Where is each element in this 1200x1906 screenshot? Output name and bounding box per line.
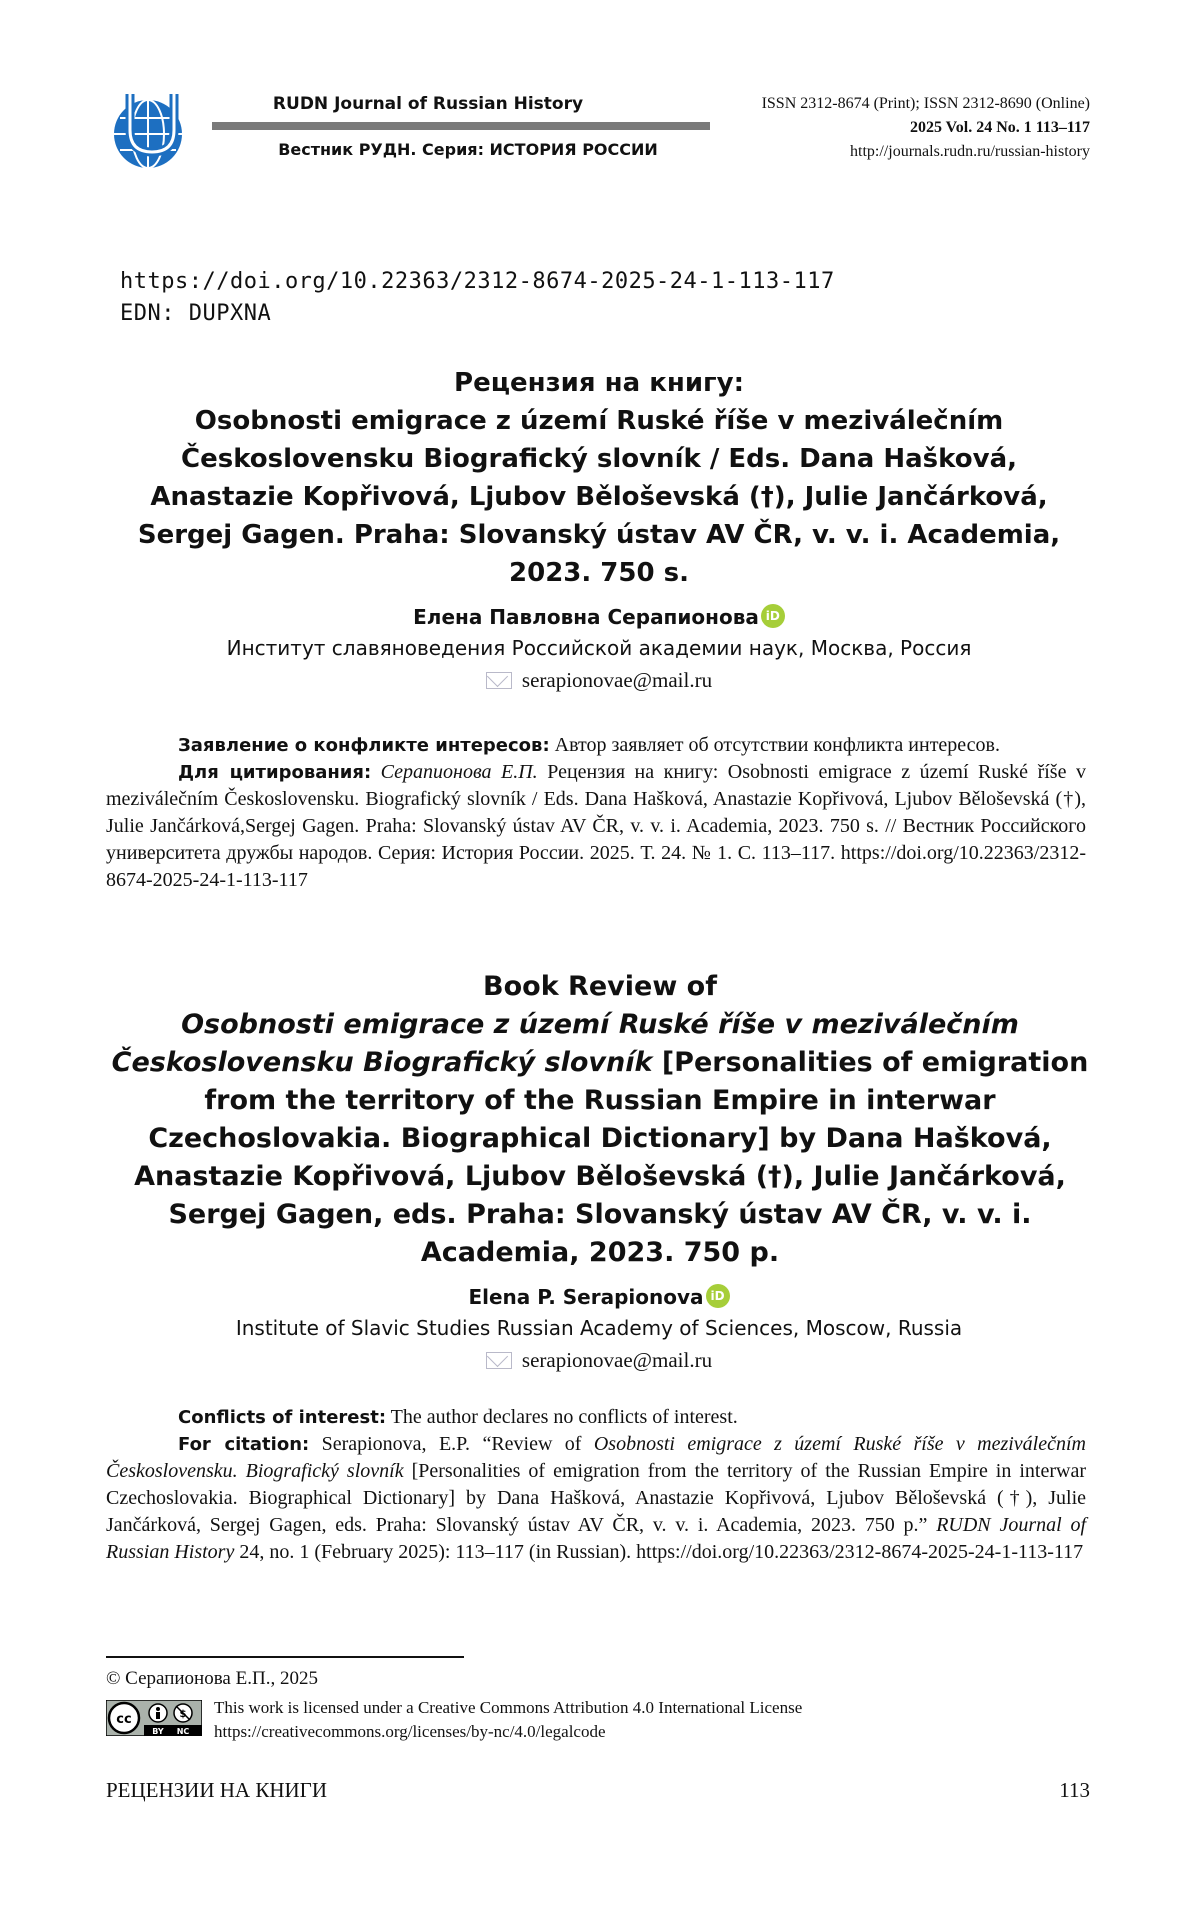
conflict-statement-ru <box>106 732 1086 759</box>
conflict-statement-en <box>106 1404 1086 1431</box>
conflict-text: Автор заявляет об отсутствии конфликта интересов. <box>550 734 1000 756</box>
author-en <box>120 1284 1078 1309</box>
cc-by-label: BY <box>152 1727 164 1736</box>
citation-journal: RUDN Journal of Russian History <box>106 1514 1086 1563</box>
envelope-icon <box>486 672 512 689</box>
journal-name-ru: Вестник РУДН. Серия: ИСТОРИЯ РОССИИ <box>248 140 688 159</box>
title-ru-line: 2023. 750 s. <box>120 554 1078 592</box>
issue-info: 2025 Vol. 24 No. 1 113–117 <box>762 116 1090 140</box>
author-ru <box>120 604 1078 629</box>
doi-link[interactable]: https://doi.org/10.22363/2312-8674-2025-24-1-113-117 <box>120 266 835 298</box>
citation-ru <box>106 759 1086 894</box>
footnote-rule <box>106 1656 464 1658</box>
citation-italic: Osobnosti emigrace z území Ruské říše v meziválečním Československu. Biografický slovník <box>106 1433 1086 1482</box>
title-en-rest: [Personalities of emigration from the territory of the Russian Empire in interwar Czechoslovakia. Biographical Dictionary] by Dana Hašková, Anastazie Kopřivová, Ljubov Běloševská (†), Julie Jančárková, Sergej Gagen, eds. Praha: Slovanský ústav AV ČR, v. v. i. Academia, 2023. 750 p. <box>134 1047 1088 1268</box>
title-ru-line: Osobnosti emigrace z území Ruské říše v meziválečním <box>120 402 1078 440</box>
email-link[interactable]: serapionovae@mail.ru <box>522 1348 712 1372</box>
email-ru <box>120 668 1078 693</box>
ru-meta-block <box>106 732 1086 894</box>
license-line: This work is licensed under a Creative Commons Attribution 4.0 International License <box>214 1696 802 1720</box>
license-text <box>214 1696 802 1744</box>
affiliation-ru: Институт славяноведения Российской академии наук, Москва, Россия <box>120 636 1078 660</box>
title-en-italic: Osobnosti emigrace z území Ruské říše v meziválečním Československu Biografický slovník <box>112 1009 1019 1078</box>
citation-text: [Personalities of emigration from the territory of the Russian Empire in interwar Czechoslovakia. Biographical Dictionary] by Dana Hašková, Anastazie Kopřivová, Ljubov Běloševská (†), Julie Jančárková, Sergej Gagen, eds. Praha: Slovanský ústav AV ČR, v. v. i. Academia, 2023. 750 p.” <box>106 1460 1086 1536</box>
citation-text: Рецензия на книгу: Osobnosti emigrace z území Ruské říše v meziválečním Československu. Biografický slovník / Eds. Dana Hašková, Anastazie Kopřivová, Ljubov Běloševská (†), Julie Jančárková,Sergej Gagen. Praha: Slovanský ústav AV ČR, v. v. i. Academia, 2023. 750 s. // Вестник Российского университета дружбы народов. Серия: История России. 2025. Т. 24. № 1. С. 113–117. https://doi.org/10.22363/2312-8674-2025-24-1-113-117 <box>106 761 1086 891</box>
journal-meta <box>762 92 1090 164</box>
page-number: 113 <box>1059 1778 1090 1803</box>
rudn-globe-logo <box>108 88 196 172</box>
author-name-en: Elena P. Serapionova <box>468 1285 703 1309</box>
title-en-body <box>100 1006 1100 1272</box>
citation-en <box>106 1431 1086 1566</box>
citation-text: 24, no. 1 (February 2025): 113–117 (in Russian). https://doi.org/10.22363/2312-8674-2025-24-1-113-117 <box>234 1541 1083 1563</box>
orcid-icon[interactable]: iD <box>761 604 785 628</box>
affiliation-en: Institute of Slavic Studies Russian Academy of Sciences, Moscow, Russia <box>120 1316 1078 1340</box>
section-name: РЕЦЕНЗИИ НА КНИГИ <box>106 1778 327 1803</box>
title-en <box>100 968 1100 1272</box>
citation-text: Serapionova, E.P. “Review of <box>309 1433 594 1455</box>
title-ru <box>120 364 1078 592</box>
email-link[interactable]: serapionovae@mail.ru <box>522 668 712 692</box>
en-meta-block <box>106 1404 1086 1566</box>
identifiers <box>120 266 835 330</box>
conflict-label: Conflicts of interest: <box>178 1407 386 1428</box>
envelope-icon <box>486 1352 512 1369</box>
title-ru-line: Československu Biografický slovník / Eds. Dana Hašková, <box>120 440 1078 478</box>
email-en <box>120 1348 1078 1373</box>
author-name-ru: Елена Павловна Серапионова <box>413 605 759 629</box>
citation-label: Для цитирования: <box>178 762 371 783</box>
copyright: © Серапионова Е.П., 2025 <box>106 1668 318 1690</box>
orcid-icon[interactable]: iD <box>706 1284 730 1308</box>
svg-text:$: $ <box>180 1709 187 1720</box>
citation-label: For citation: <box>178 1434 309 1455</box>
conflict-label: Заявление о конфликте интересов: <box>178 735 550 756</box>
issn: ISSN 2312-8674 (Print); ISSN 2312-8690 (Online) <box>762 92 1090 116</box>
cc-by-nc-badge[interactable] <box>106 1700 202 1736</box>
citation-author: Серапионова Е.П. <box>371 761 538 783</box>
header-divider <box>212 122 710 130</box>
journal-url[interactable]: http://journals.rudn.ru/russian-history <box>762 140 1090 164</box>
license-link[interactable]: https://creativecommons.org/licenses/by-nc/4.0/legalcode <box>214 1720 802 1744</box>
cc-nc-label: NC <box>177 1727 190 1736</box>
title-ru-line: Рецензия на книгу: <box>120 364 1078 402</box>
svg-text:cc: cc <box>116 1712 131 1727</box>
journal-header <box>0 88 1200 178</box>
title-ru-line: Sergej Gagen. Praha: Slovanský ústav AV ČR, v. v. i. Academia, <box>120 516 1078 554</box>
edn: EDN: DUPXNA <box>120 298 835 330</box>
title-en-line1: Book Review of <box>100 968 1100 1006</box>
conflict-text: The author declares no conflicts of interest. <box>386 1406 738 1428</box>
journal-name-en: RUDN Journal of Russian History <box>248 94 608 114</box>
title-ru-line: Anastazie Kopřivová, Ljubov Běloševská (†), Julie Jančárková, <box>120 478 1078 516</box>
